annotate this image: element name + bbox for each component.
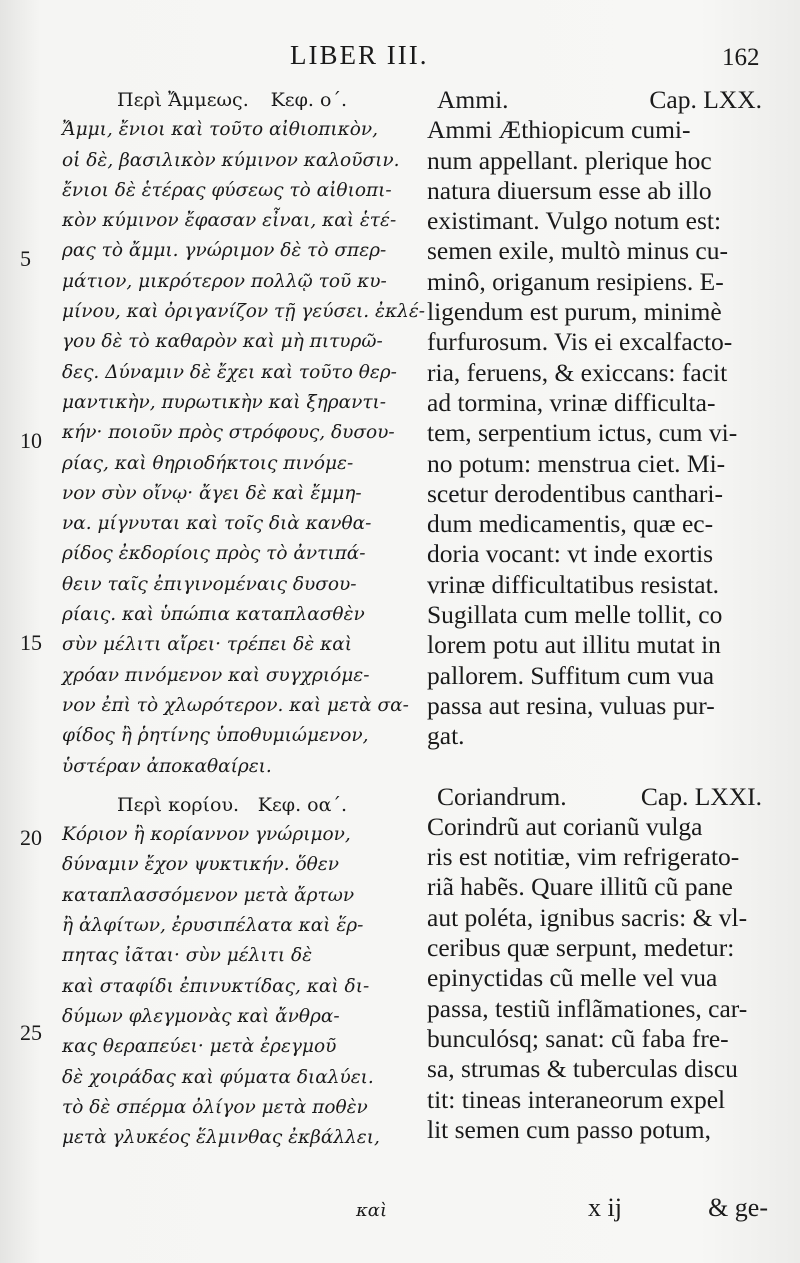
text-line: γου δὲ τὸ καθαρὸν καὶ μὴ πιτυρῶ- (62, 331, 383, 353)
text-line: Ἄμμι, ἔνιοι καὶ τοῦτο αἰθιοπικὸν, (62, 119, 379, 141)
text-line: να. μίγνυται καὶ τοῖς διὰ κανθα- (62, 513, 372, 535)
text-line: οἱ δὲ, βασιλικὸν κύμινον καλοῦσιν. (62, 149, 400, 171)
text-line: furfurosum. Vis ei excalfacto- (427, 327, 733, 357)
greek-heading-title: Περὶ κορίου. (117, 793, 240, 816)
text-line: καταπλασσόμενον μετὰ ἄρτων (62, 884, 355, 906)
text-line: doria vocant: vt inde exortis (427, 539, 714, 569)
text-line: δες. Δύναμιν δὲ ἔχει καὶ τοῦτο θερ- (62, 361, 397, 383)
catchword: & ge- (708, 1193, 768, 1222)
latin-heading-chapter: Cap. LXX. (649, 85, 762, 114)
text-line: δὲ χοιράδας καὶ φύματα διαλύει. (62, 1066, 374, 1088)
text-line: πητας ἰᾶται· σὺν μέλιτι δὲ (62, 945, 313, 967)
line-number: 15 (20, 630, 42, 655)
text-line: Ammi Æthiopicum cumi- (427, 115, 691, 145)
text-line: νον ἐπὶ τὸ χλωρότερον. καὶ μετὰ σα- (62, 694, 409, 716)
text-line: pallorem. Suffitum cum vua (427, 660, 715, 690)
text-line: σὺν μέλιτι αἴρει· τρέπει δὲ καὶ (62, 634, 352, 656)
text-line: ad tormina, vrinæ difficulta- (427, 387, 716, 417)
line-number: 10 (20, 428, 42, 453)
text-line: ρας τὸ ἄμμι. γνώριμον δὲ τὸ σπερ- (62, 240, 387, 262)
text-line: semen exile, multò minus cu- (427, 236, 728, 266)
text-line: ρίαις. καὶ ὑπώπια καταπλασθὲν (62, 604, 365, 626)
latin-text-block (427, 812, 762, 1145)
folio-number: 162 (722, 44, 760, 71)
line-number: 20 (20, 825, 42, 850)
text-line: τὸ δὲ σπέρμα ὀλίγον μετὰ ποθὲν (62, 1096, 368, 1118)
line-number: 5 (20, 246, 31, 271)
greek-column (62, 85, 425, 1153)
text-line: Corindrũ aut corianũ vulga (427, 811, 703, 841)
text-line: gat. (427, 721, 465, 751)
greek-catchword: καὶ (356, 1200, 388, 1221)
text-line: passa aut resina, vuluas pur- (427, 690, 715, 720)
greek-heading-chapter: Κεφ. οα΄. (257, 793, 347, 816)
text-line: dum medicamentis, quæ ec- (427, 509, 714, 539)
text-line: κας θεραπεύει· μετὰ ἐρεγμοῦ (62, 1036, 337, 1058)
text-line: δύναμιν ἔχον ψυκτικήν. ὅθεν (62, 854, 339, 876)
latin-column (427, 85, 762, 1145)
greek-chapter-heading (62, 790, 387, 820)
text-line: ρίας, καὶ θηριοδήκτοις πινόμε- (62, 452, 354, 474)
text-line: Κόριον ἢ κορίαννον γνώριμον, (62, 824, 351, 846)
text-line: νον σὺν οἴνῳ· ἄγει δὲ καὶ ἔμμη- (62, 482, 362, 504)
running-head: LIBER III. (290, 40, 429, 70)
text-line: μετὰ γλυκέος ἕλμινθας ἐκβάλλει, (62, 1127, 380, 1149)
latin-chapter-heading (427, 85, 762, 115)
text-line: ceribus quæ serpunt, medetur: (427, 933, 735, 963)
text-line: δύμων φλεγμονὰς καὶ ἄνθρα- (62, 1005, 340, 1027)
greek-chapter-heading (62, 85, 387, 115)
signature-line (588, 1193, 768, 1223)
text-line: φίδος ἢ ῥητίνης ὑποθυμιώμενον, (62, 725, 369, 747)
latin-heading-chapter: Cap. LXXI. (640, 781, 762, 811)
text-line: ἢ ἀλφίτων, ἐρυσιπέλατα καὶ ἕρ- (62, 915, 364, 937)
text-line: χρόαν πινόμενον καὶ συγχριόμε- (62, 664, 370, 686)
text-line: μαντικὴν, πυρωτικὴν καὶ ξηραντι- (62, 391, 387, 413)
text-line: tit: tineas interaneorum expel (427, 1084, 726, 1114)
text-line: vrinæ difficultatibus resistat. (427, 569, 720, 599)
text-line: bunculósq; sanat: cũ faba fre- (427, 1023, 729, 1053)
text-line: κὸν κύμινον ἔφασαν εἶναι, καὶ ἑτέ- (62, 210, 397, 232)
text-line: κήν· ποιοῦν πρὸς στρόφους, δυσου- (62, 422, 395, 444)
greek-text-block (62, 820, 387, 1153)
text-line: lit semen cum passo potum, (427, 1114, 712, 1144)
text-line: riã habẽs. Quare illitũ cũ pane (427, 872, 733, 902)
text-line: ligendum est purum, minimè (427, 297, 722, 327)
latin-heading-title: Ammi. (437, 85, 509, 114)
text-line: ris est notitiæ, vim refrigerato- (427, 842, 740, 872)
text-line: Sugillata cum melle tollit, co (427, 600, 723, 630)
text-line: θειν ταῖς ἐπιγινομέναις δυσου- (62, 573, 357, 595)
latin-chapter-heading (427, 782, 762, 812)
text-line: lorem potu aut illitu mutat in (427, 630, 721, 660)
latin-heading-title: Coriandrum. (437, 781, 567, 811)
text-line: minô, origanum resipiens. E- (427, 266, 724, 296)
signature-mark: x ij (588, 1193, 622, 1222)
text-line: καὶ σταφίδι ἐπινυκτίδας, καὶ δι- (62, 975, 370, 997)
text-line: no potum: menstrua ciet. Mi- (427, 448, 726, 478)
text-line: num appellant. plerique hoc (427, 145, 712, 175)
text-line: μίνου, καὶ ὀριγανίζον τῇ γεύσει. ἐκλέ- (62, 301, 425, 323)
text-line: existimant. Vulgo notum est: (427, 206, 722, 236)
text-line: scetur derodentibus canthari- (427, 478, 723, 508)
latin-text-block (427, 115, 762, 751)
text-line: sa, strumas & tuberculas discu (427, 1054, 738, 1084)
text-line: passa, testiũ inflãmationes, car- (427, 993, 748, 1023)
text-line: ἔνιοι δὲ ἑτέρας φύσεως τὸ αἰθιοπι- (62, 179, 392, 201)
line-number: 25 (20, 1020, 42, 1045)
text-line: ρίδος ἐκδορίοις πρὸς τὸ ἀντιπά- (62, 543, 366, 565)
greek-heading-chapter: Κεφ. ο΄. (270, 89, 347, 111)
text-line: μάτιον, μικρότερον πολλῷ τοῦ κυ- (62, 270, 387, 292)
text-line: natura diuersum esse ab illo (427, 175, 712, 205)
text-line: aut poléta, ignibus sacris: & vl- (427, 902, 748, 932)
greek-heading-title: Περὶ Ἄμμεως. (117, 89, 249, 111)
text-line: tem, serpentium ictus, cum vi- (427, 418, 738, 448)
greek-text-block (62, 115, 425, 782)
text-line: ὑστέραν ἀποκαθαίρει. (62, 755, 272, 777)
text-line: epinyctidas cũ melle vel vua (427, 963, 718, 993)
text-line: ria, feruens, & exiccans: facit (427, 357, 728, 387)
